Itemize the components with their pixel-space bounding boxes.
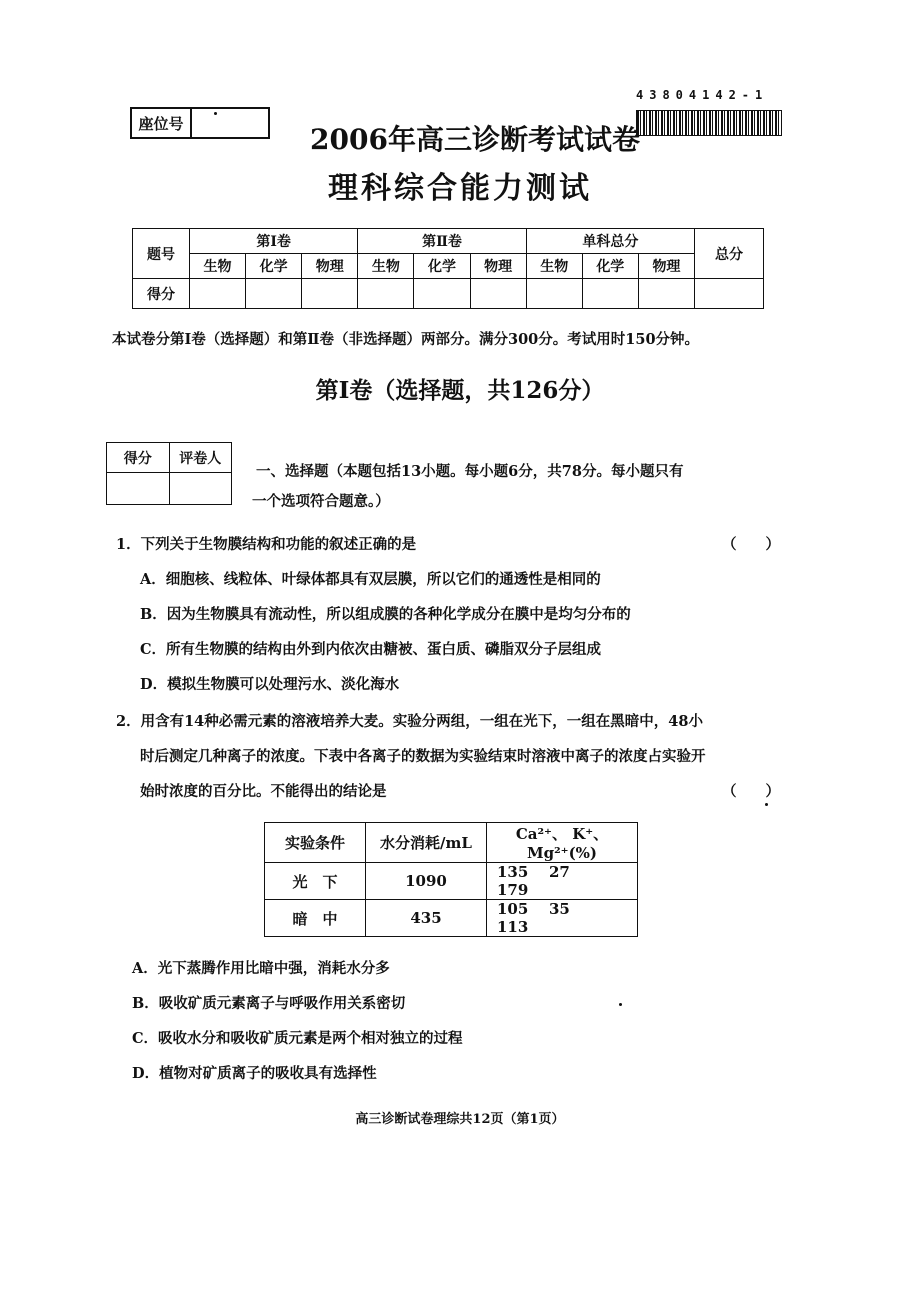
section-heading-line: 一、选择题（本题包括13小题。每小题6分，共78分。每小题只有 bbox=[256, 463, 684, 480]
subject-cell: 生物 bbox=[358, 254, 414, 279]
score-cell bbox=[190, 279, 246, 309]
q2-stem-line: 时后测定几种离子的浓度。下表中各离子的数据为实验结束时溶液中离子的浓度占实验开 bbox=[140, 748, 706, 765]
scan-speck bbox=[214, 112, 217, 115]
section-title: 第Ⅰ卷（选择题，共126分） bbox=[315, 377, 605, 404]
q1-option-b: B．因为生物膜具有流动性，所以组成膜的各种化学成分在膜中是均匀分布的 bbox=[140, 606, 631, 623]
subject-cell: 生物 bbox=[526, 254, 582, 279]
exam-title: 2006年高三诊断考试试卷 bbox=[310, 123, 640, 156]
ion-values-cell bbox=[487, 900, 638, 937]
condition-cell: 光 下 bbox=[265, 863, 366, 900]
grader-name-cell bbox=[169, 473, 232, 505]
exam-intro: 本试卷分第Ⅰ卷（选择题）和第Ⅱ卷（非选择题）两部分。满分300分。考试用时150分钟。 bbox=[112, 331, 700, 348]
subject-cell: 化学 bbox=[246, 254, 302, 279]
q1-option-a: A．细胞核、线粒体、叶绿体都具有双层膜，所以它们的通透性是相同的 bbox=[140, 571, 601, 588]
q2-option-d: D．植物对矿质离子的吸收具有选择性 bbox=[132, 1065, 377, 1082]
volume2-header: 第Ⅱ卷 bbox=[358, 229, 526, 254]
col-header-ions: Ca²⁺、 K⁺、Mg²⁺(%) bbox=[487, 823, 638, 863]
condition-cell: 暗 中 bbox=[265, 900, 366, 937]
scan-speck bbox=[765, 803, 768, 806]
k-value: 27 bbox=[549, 863, 570, 881]
score-label-cell: 得分 bbox=[133, 279, 190, 309]
q2-stem-line: 始时浓度的百分比。不能得出的结论是 bbox=[140, 783, 387, 800]
ion-values-cell bbox=[487, 863, 638, 900]
subject-cell: 物理 bbox=[638, 254, 694, 279]
water-cell: 435 bbox=[366, 900, 487, 937]
volume1-header: 第Ⅰ卷 bbox=[190, 229, 358, 254]
grand-total-header: 总分 bbox=[695, 229, 764, 279]
subject-cell: 物理 bbox=[470, 254, 526, 279]
q1-option-c: C．所有生物膜的结构由外到内依次由糖被、蛋白质、磷脂双分子层组成 bbox=[140, 641, 602, 658]
grader-score-label: 得分 bbox=[107, 443, 170, 473]
subject-cell: 化学 bbox=[582, 254, 638, 279]
section-heading bbox=[252, 457, 786, 517]
scan-speck bbox=[619, 1003, 622, 1006]
row-header-cell: 题号 bbox=[133, 229, 190, 279]
q2-stem-line: 2．用含有14种必需元素的溶液培养大麦。实验分两组，一组在光下，一组在黑暗中，48小 bbox=[116, 713, 703, 730]
subject-cell: 物理 bbox=[302, 254, 358, 279]
grader-label: 评卷人 bbox=[169, 443, 232, 473]
section-heading-line: 一个选项符合题意。） bbox=[252, 493, 390, 510]
score-cell bbox=[246, 279, 302, 309]
water-cell: 1090 bbox=[366, 863, 487, 900]
score-cell bbox=[638, 279, 694, 309]
score-cell bbox=[695, 279, 764, 309]
score-cell bbox=[302, 279, 358, 309]
mg-value: 179 bbox=[497, 881, 529, 899]
score-cell bbox=[470, 279, 526, 309]
seat-number-label: 座位号 bbox=[132, 109, 192, 137]
q2-option-b: B．吸收矿质元素离子与呼吸作用关系密切 bbox=[132, 995, 406, 1012]
ca-value: 105 bbox=[497, 900, 529, 918]
q2-option-c: C．吸收水分和吸收矿质元素是两个相对独立的过程 bbox=[132, 1030, 463, 1047]
score-cell bbox=[526, 279, 582, 309]
score-cell bbox=[358, 279, 414, 309]
grader-score-cell bbox=[107, 473, 170, 505]
serial-number: 43804142-1 bbox=[636, 88, 769, 102]
subject-cell: 化学 bbox=[414, 254, 470, 279]
score-table bbox=[132, 228, 764, 309]
q2-answer-paren: （ ） bbox=[722, 783, 780, 800]
col-header-water: 水分消耗/mL bbox=[366, 823, 487, 863]
q1-stem: 1．下列关于生物膜结构和功能的叙述正确的是 bbox=[116, 536, 417, 553]
exam-subtitle: 理科综合能力测试 bbox=[328, 171, 592, 206]
score-cell bbox=[414, 279, 470, 309]
q2-option-a: A．光下蒸腾作用比暗中强，消耗水分多 bbox=[132, 960, 390, 977]
q1-option-d: D．模拟生物膜可以处理污水、淡化海水 bbox=[140, 676, 400, 693]
page-footer: 高三诊断试卷理综共12页（第1页） bbox=[355, 1112, 565, 1127]
ca-value: 135 bbox=[497, 863, 529, 881]
subject-cell: 生物 bbox=[190, 254, 246, 279]
grader-table bbox=[106, 442, 232, 505]
mg-value: 113 bbox=[497, 918, 529, 936]
subject-total-header: 单科总分 bbox=[526, 229, 694, 254]
q1-answer-paren: （ ） bbox=[722, 536, 780, 553]
ion-data-table bbox=[264, 822, 638, 937]
score-cell bbox=[582, 279, 638, 309]
k-value: 35 bbox=[549, 900, 570, 918]
col-header-condition: 实验条件 bbox=[265, 823, 366, 863]
